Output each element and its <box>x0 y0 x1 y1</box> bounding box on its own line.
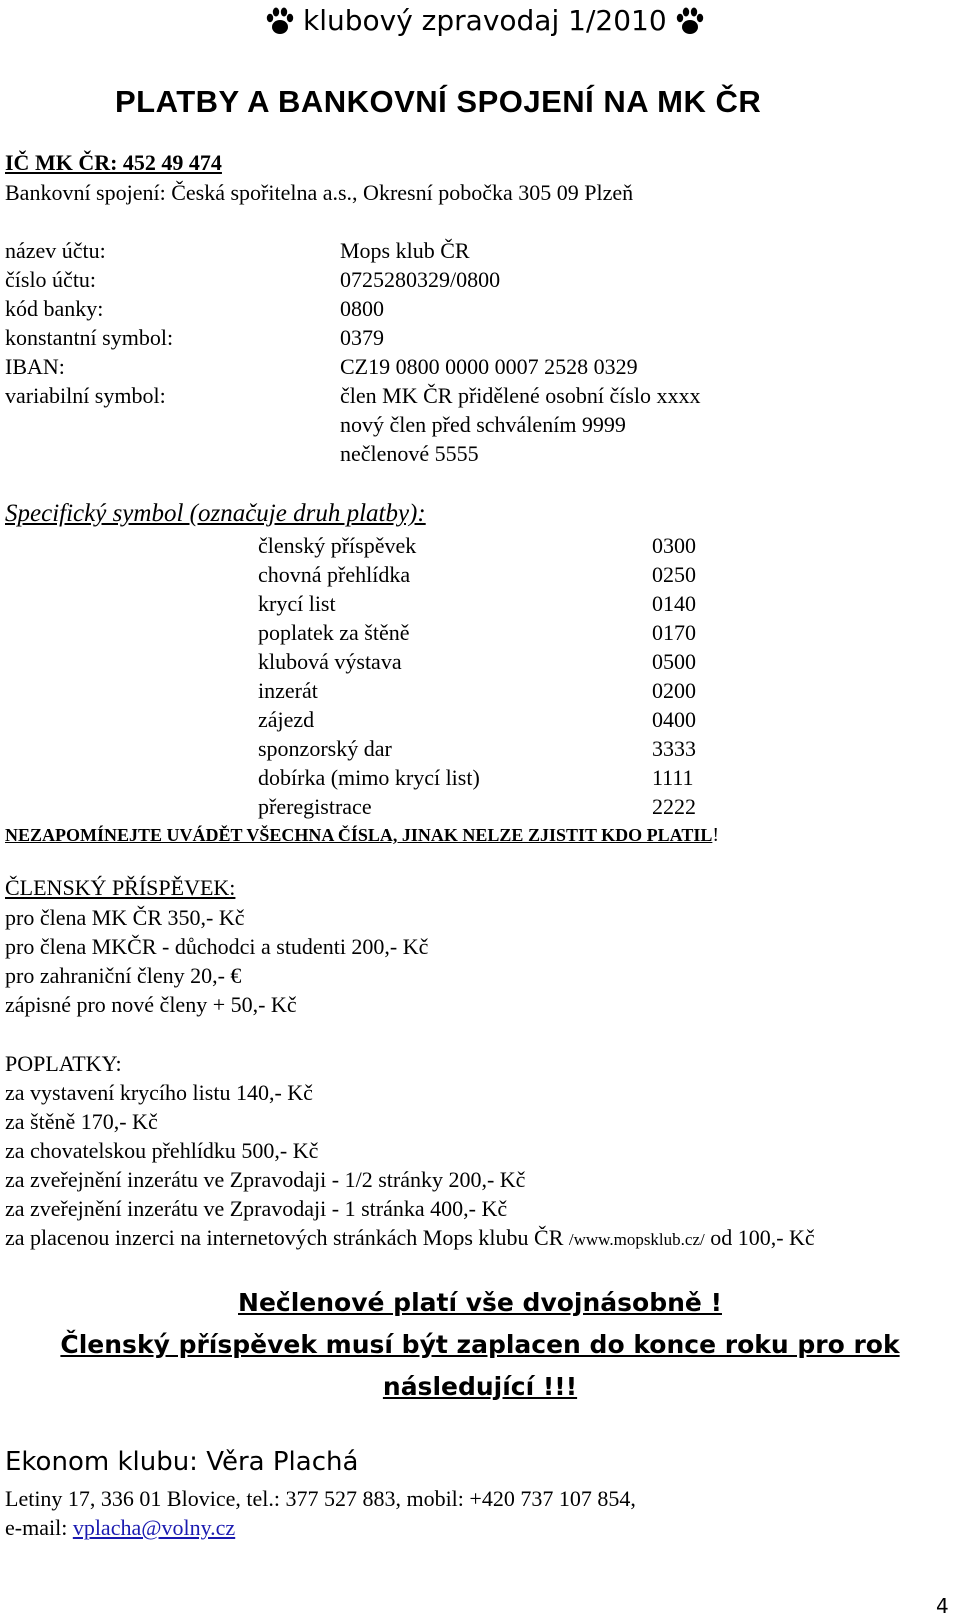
website-link[interactable]: /www.mopsklub.cz/ <box>568 1230 705 1249</box>
specific-item: přeregistrace <box>258 794 372 819</box>
fee-line: za vystavení krycího listu 140,- Kč <box>5 1080 313 1105</box>
account-label: kód banky: <box>5 296 104 321</box>
nonmember-notice: Nečlenové platí vše dvojnásobně ! <box>238 1288 722 1317</box>
paw-print-icon <box>675 6 705 36</box>
newsletter-header <box>265 4 705 37</box>
account-value: člen MK ČR přidělené osobní číslo xxxx <box>340 383 701 408</box>
specific-code: 0170 <box>652 620 696 645</box>
economist-email-line <box>5 1515 235 1541</box>
variable-symbol-extra: nečlenové 5555 <box>340 441 479 466</box>
account-value: 0725280329/0800 <box>340 267 501 292</box>
fee-line-price: od 100,- Kč <box>704 1225 815 1250</box>
fee-line: za zveřejnění inzerátu ve Zpravodaji - 1/2 stránky 200,- Kč <box>5 1167 526 1192</box>
member-fee-line: zápisné pro nové členy + 50,- Kč <box>5 992 297 1017</box>
account-value: 0800 <box>340 296 384 321</box>
specific-item: zájezd <box>258 707 315 732</box>
specific-item: členský příspěvek <box>258 533 417 558</box>
header-text: klubový zpravodaj 1/2010 <box>303 4 667 37</box>
specific-code: 0140 <box>652 591 696 616</box>
economist-address: Letiny 17, 336 01 Blovice, tel.: 377 527 883, mobil: +420 737 107 854, <box>5 1486 636 1511</box>
warning-end: ! <box>712 824 720 846</box>
variable-symbol-extra: nový člen před schválením 9999 <box>340 412 626 437</box>
specific-code: 0500 <box>652 649 696 674</box>
fee-deadline-notice-end: následující !!! <box>382 1372 578 1401</box>
specific-code: 0200 <box>652 678 696 703</box>
fees-heading: POPLATKY: <box>5 1051 122 1076</box>
specific-code: 0400 <box>652 707 696 732</box>
specific-code: 2222 <box>652 794 696 819</box>
specific-symbol-heading: Specifický symbol (označuje druh platby): <box>5 500 426 527</box>
member-fee-line: pro zahraniční členy 20,- € <box>5 963 242 988</box>
specific-item: dobírka (mimo krycí list) <box>258 765 480 790</box>
member-fee-heading: ČLENSKÝ PŘÍSPĚVEK: <box>5 875 236 900</box>
account-label: konstantní symbol: <box>5 325 174 350</box>
specific-item: sponzorský dar <box>258 736 392 761</box>
account-label: číslo účtu: <box>5 267 97 292</box>
specific-code: 1111 <box>652 765 694 790</box>
account-label: IBAN: <box>5 354 65 379</box>
specific-code: 3333 <box>652 736 696 761</box>
fee-line-web <box>5 1225 815 1251</box>
account-value: Mops klub ČR <box>340 238 470 263</box>
page-number: 4 <box>936 1594 949 1618</box>
fee-line: za chovatelskou přehlídku 500,- Kč <box>5 1138 319 1163</box>
account-value: 0379 <box>340 325 384 350</box>
bank-connection: Bankovní spojení: Česká spořitelna a.s., Okresní pobočka 305 09 Plzeň <box>5 180 634 205</box>
specific-code: 0250 <box>652 562 696 587</box>
company-id: IČ MK ČR: 452 49 474 <box>5 150 222 175</box>
fee-line-text: za placenou inzerci na internetových stránkách Mops klubu ČR <box>5 1225 569 1250</box>
warning-note <box>5 824 719 847</box>
fee-deadline-notice: Členský příspěvek musí být zaplacen do konce roku pro rok <box>60 1330 900 1359</box>
account-label: název účtu: <box>5 238 106 263</box>
specific-item: krycí list <box>258 591 336 616</box>
specific-item: poplatek za štěně <box>258 620 410 645</box>
club-economist: Ekonom klubu: Věra Plachá <box>5 1447 359 1477</box>
page-title: PLATBY A BANKOVNÍ SPOJENÍ NA MK ČR <box>115 84 762 119</box>
fee-line: za zveřejnění inzerátu ve Zpravodaji - 1 stránka 400,- Kč <box>5 1196 508 1221</box>
account-label: variabilní symbol: <box>5 383 166 408</box>
email-label: e-mail: <box>5 1515 73 1540</box>
specific-item: chovná přehlídka <box>258 562 411 587</box>
specific-code: 0300 <box>652 533 696 558</box>
email-link[interactable]: vplacha@volny.cz <box>72 1515 236 1540</box>
specific-item: klubová výstava <box>258 649 402 674</box>
warning-text: NEZAPOMÍNEJTE UVÁDĚT VŠECHNA ČÍSLA, JINAK NELZE ZJISTIT KDO PLATIL <box>5 825 713 845</box>
fee-line: za štěně 170,- Kč <box>5 1109 158 1134</box>
member-fee-line: pro člena MK ČR 350,- Kč <box>5 905 245 930</box>
account-value: CZ19 0800 0000 0007 2528 0329 <box>340 354 638 379</box>
paw-print-icon <box>265 6 295 36</box>
member-fee-line: pro člena MKČR - důchodci a studenti 200,- Kč <box>5 934 429 959</box>
specific-item: inzerát <box>258 678 318 703</box>
